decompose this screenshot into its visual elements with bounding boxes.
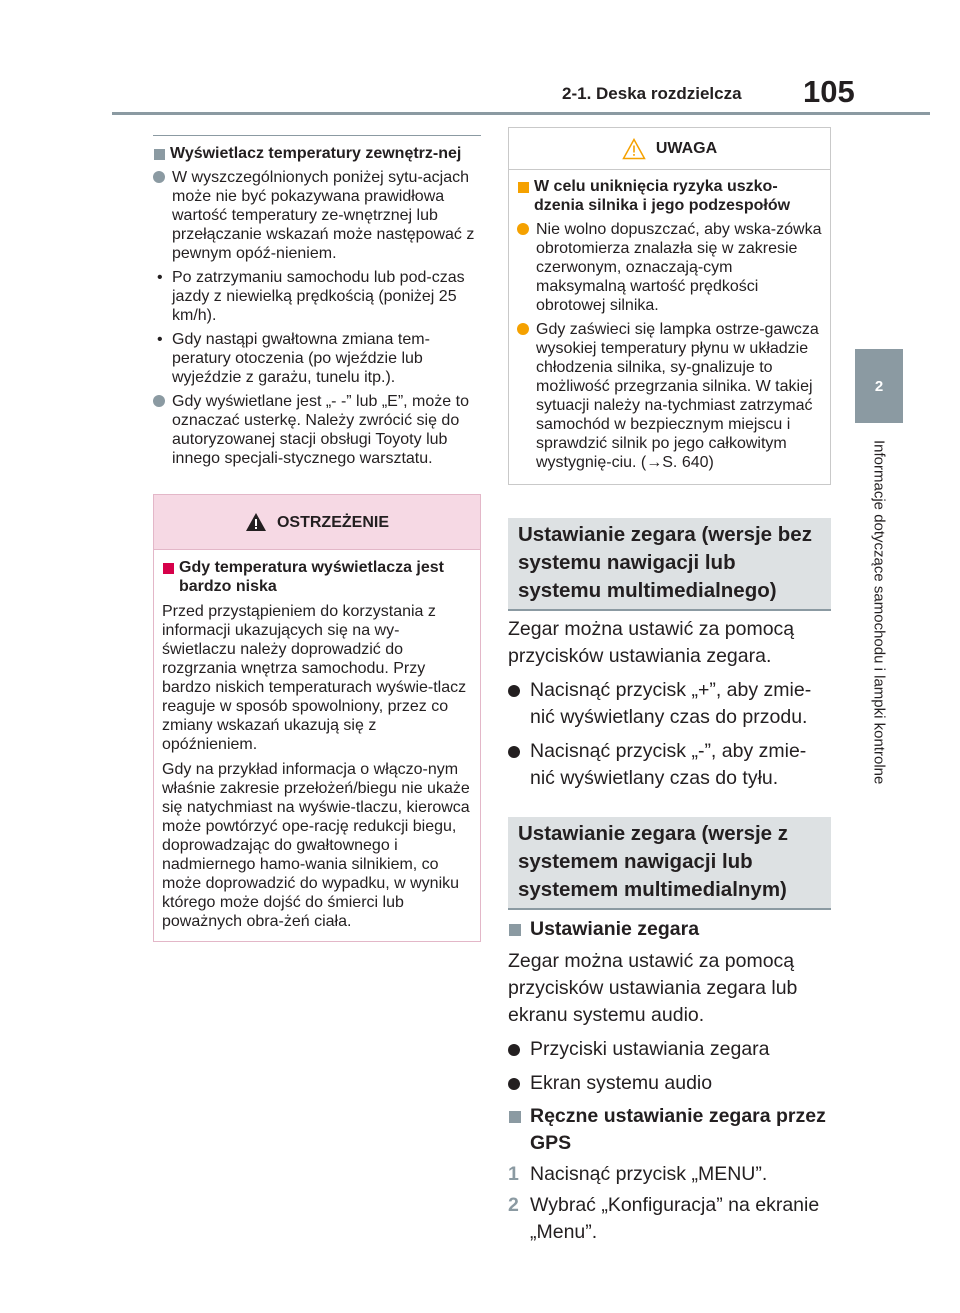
section-title-outside-temperature: Wyświetlacz temperatury zewnętrz-nej (153, 135, 481, 163)
warning-paragraph: Gdy na przykład informacja o włączo-nym właśnie zakresie przełożeń/biegu nie ukaże się natychmiast na wyświe-tlaczu, kierowca może powtórzyć ope-rację redukcji biegu, doprowadzając do gwałtownego i nadmiernego hamo-wania silnikiem, co może doprowadzić do wypadku, w wyniku którego może dojść do śmierci lub poważnych obra-żeń ciała. (162, 761, 470, 930)
warning-label: OSTRZEŻENIE (276, 513, 389, 531)
caution-header (509, 128, 830, 170)
chapter-title: Informacje dotyczące samochodu i lampki kontrolne (870, 440, 888, 785)
warning-triangle-icon (245, 512, 267, 532)
heading-clock-without-nav: Ustawianie zegara (wersje bez systemu nawigacji lub systemu multimedialnego) (508, 518, 831, 611)
chapter-tab (855, 349, 903, 423)
warning-paragraph: Przed przystąpieniem do korzystania z informacji ukazujących się na wy-świetlaczu należy doprowadzić do rozgrzania wnętrza samochodu. Przy bardzo niskich temperaturach wyświe-tlacz reaguje w sposób spowolniony, przez co zmiany wskazań ukazują się z opóźnieniem. (162, 603, 467, 753)
step-item (508, 1161, 831, 1188)
caution-label: UWAGA (655, 140, 718, 157)
page-number: 105 (803, 74, 855, 109)
warning-box (153, 494, 481, 942)
chapter-number: 2 (874, 377, 884, 395)
step-text: Wybrać „Konfiguracja” na ekranie „Menu”. (530, 1194, 820, 1243)
chapter-title-vertical (855, 440, 903, 860)
caution-triangle-icon (622, 138, 646, 160)
step-text: Nacisnąć przycisk „MENU”. (530, 1163, 768, 1185)
list-item: Nie wolno dopuszczać, aby wska-zówka obrotomierza znalazła się w zakresie czerwonym, oznaczają-cym maksymalną wartość prędkości obrotowej silnika. (517, 220, 822, 315)
caution-title: W celu uniknięcia ryzyka uszko-dzenia silnika i jego podzespołów (517, 177, 822, 215)
list-item: Przyciski ustawiania zegara (508, 1036, 831, 1063)
paragraph: Zegar można ustawić za pomocą przycisków ustawiania zegara lub ekranu systemu audio. (508, 950, 798, 1026)
warning-header (154, 495, 480, 550)
left-column (153, 135, 481, 942)
section-header: 2-1. Deska rozdzielcza (562, 84, 742, 103)
list-item: Ekran systemu audio (508, 1070, 831, 1097)
list-item: • Po zatrzymaniu samochodu lub pod-czas jazdy z niewielką prędkością (poniżej 25 km/h). (153, 268, 481, 325)
right-column (508, 127, 831, 1246)
subsection-title: Ręczne ustawianie zegara przez GPS (508, 1103, 831, 1157)
list-item: Nacisnąć przycisk „+”, aby zmie-nić wyświetlany czas do przodu. (508, 677, 831, 731)
caution-box (508, 127, 831, 485)
list-item: Nacisnąć przycisk „-”, aby zmie-nić wyświetlany czas do tyłu. (508, 738, 831, 792)
warning-title: Gdy temperatura wyświetlacza jest bardzo niska (162, 558, 472, 596)
list-item: Gdy wyświetlane jest „- -” lub „E”, może to oznaczać usterkę. Należy zwrócić się do autoryzowanej stacji obsługi Toyoty lub innego specjali-stycznego warsztatu. (153, 392, 481, 468)
header-divider (112, 112, 930, 115)
list-item: Gdy zaświeci się lampka ostrze-gawcza wysokiej temperatury płynu w układzie chłodzenia silnika, sy-gnalizuje to możliwość przegrzania silnika. W takiej sytuacji należy na-tychmiast zatrzymać samochód w bezpiecznym miejscu i sprawdzić silnik po jego całkowitym wystygnię-ciu. (→S. 640) (517, 320, 822, 472)
caution-body (509, 170, 830, 484)
step-number: 1 (508, 1163, 519, 1185)
heading-clock-with-nav: Ustawianie zegara (wersje z systemem nawigacji lub systemem multimedialnym) (508, 817, 831, 910)
step-number: 2 (508, 1194, 519, 1216)
step-item (508, 1192, 831, 1246)
warning-body (154, 550, 480, 941)
list-item: W wyszczególnionych poniżej sytu-acjach może nie być pokazywana prawidłowa wartość temperatury ze-wnętrznej lub przełączanie wskazań może następować z pewnym opóź-nieniem. (153, 168, 481, 263)
paragraph: Zegar można ustawić za pomocą przycisków ustawiania zegara. (508, 618, 795, 667)
list-item: • Gdy nastąpi gwałtowna zmiana tem-peratury otoczenia (po wjeździe lub wyjeździe z garażu, tunelu itp.). (153, 330, 481, 387)
subsection-title: Ustawianie zegara (508, 916, 831, 943)
